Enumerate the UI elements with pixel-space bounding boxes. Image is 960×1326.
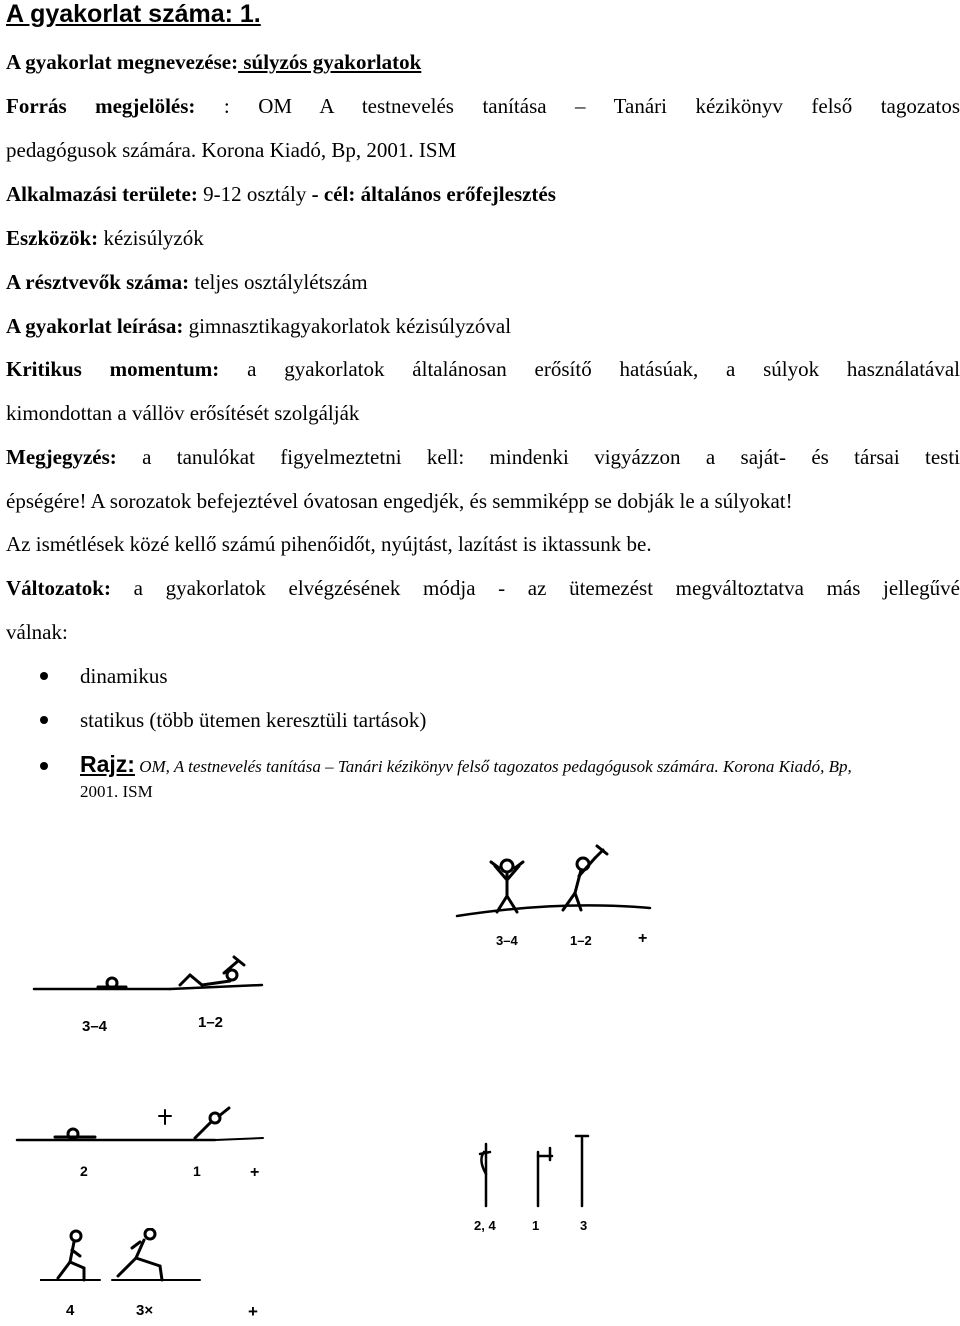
note-line2: épségére! A sorozatok befejeztével óvatosan engedjék, és semmiképp se dobják le a súlyokat! [6,489,793,513]
figure-standing-raise [455,838,665,948]
area-label: Alkalmazási területe: [6,182,198,206]
figure5-label-b: 3× [136,1302,154,1319]
source-row [6,94,960,118]
area-value: 9-12 osztály [197,182,312,206]
figure4-label-b: 1 [532,1218,540,1233]
variants-row [6,576,960,600]
critical-row [6,357,960,381]
exercise-name-label: A gyakorlat megnevezése: [6,50,239,74]
figure1-label-b: 1–2 [570,933,592,948]
description-label: A gyakorlat leírása: [6,314,184,338]
bullet-icon [40,716,48,724]
note-line3: Az ismétlések közé kellő számú pihenőidőt, nyújtást, lazítást is iktassunk be. [6,532,652,556]
figure1-label-a: 3–4 [496,933,518,948]
source-label: Forrás megjelölés: [6,94,196,118]
critical-label: Kritikus momentum: [6,357,220,381]
variants-line2: válnak: [6,620,68,644]
drawing-source: OM, A testnevelés tanítása – Tanári kézikönyv felső tagozatos pedagógusok számára. Korona Kiadó, Bp, [134,757,852,776]
participants-row [6,270,368,294]
figure3-label-b: 1 [193,1163,201,1179]
figure-lunge [40,1228,240,1288]
figure-lying-raise [30,955,270,1015]
critical-line1: a gyakorlatok általánosan erősítő hatásúak, a súlyok használatával [219,357,960,381]
figure-lying-bend [15,1102,265,1152]
tools-value: kézisúlyzók [98,226,204,250]
figure1-label-c: + [638,930,648,947]
bullet-item-dynamic: dinamikus [80,664,168,688]
bullet-icon [40,762,48,770]
bullet-icon [40,672,48,680]
area-goal: - cél: általános erőfejlesztés [311,182,556,206]
description-row [6,314,511,338]
area-row [6,182,556,206]
source-line1: : OM A testnevelés tanítása – Tanári kézikönyv felső tagozatos [223,94,960,118]
source-line2: pedagógusok számára. Korona Kiadó, Bp, 2001. ISM [6,138,457,162]
participants-value: teljes osztálylétszám [189,270,368,294]
participants-label: A résztvevők száma: [6,270,190,294]
variants-line1: a gyakorlatok elvégzésének módja - az ütemezést megváltoztatva más jellegűvé [110,576,960,600]
figure2-label-a: 3–4 [82,1018,108,1035]
drawing-label: Rajz: [80,751,135,777]
figure5-label-c: + [248,1302,258,1321]
figure2-label-b: 1–2 [198,1014,224,1031]
variants-label: Változatok: [6,576,111,600]
figure4-label-a: 2, 4 [474,1218,496,1233]
note-line1: a tanulókat figyelmeztetni kell: mindenki vigyázzon a saját- és társai testi [116,445,960,469]
figure3-label-c: + [250,1164,260,1181]
exercise-name-row [6,50,421,74]
tools-label: Eszközök: [6,226,99,250]
note-row [6,445,960,469]
critical-line2: kimondottan a vállöv erősítését szolgálják [6,401,360,425]
exercise-name-value: súlyzós gyakorlatok [238,50,422,74]
figure-arm-positions [460,1130,610,1210]
page-title: A gyakorlat száma: 1. [6,0,261,28]
figure4-label-c: 3 [580,1218,588,1233]
drawing-year: 2001. ISM [80,782,153,801]
drawing-source-row [80,752,852,779]
figure3-label-a: 2 [80,1163,88,1179]
bullet-item-static: statikus (több ütemen keresztüli tartások) [80,708,427,732]
description-value: gimnasztikagyakorlatok kézisúlyzóval [183,314,512,338]
figure5-label-a: 4 [66,1302,75,1319]
tools-row [6,226,204,250]
note-label: Megjegyzés: [6,445,117,469]
